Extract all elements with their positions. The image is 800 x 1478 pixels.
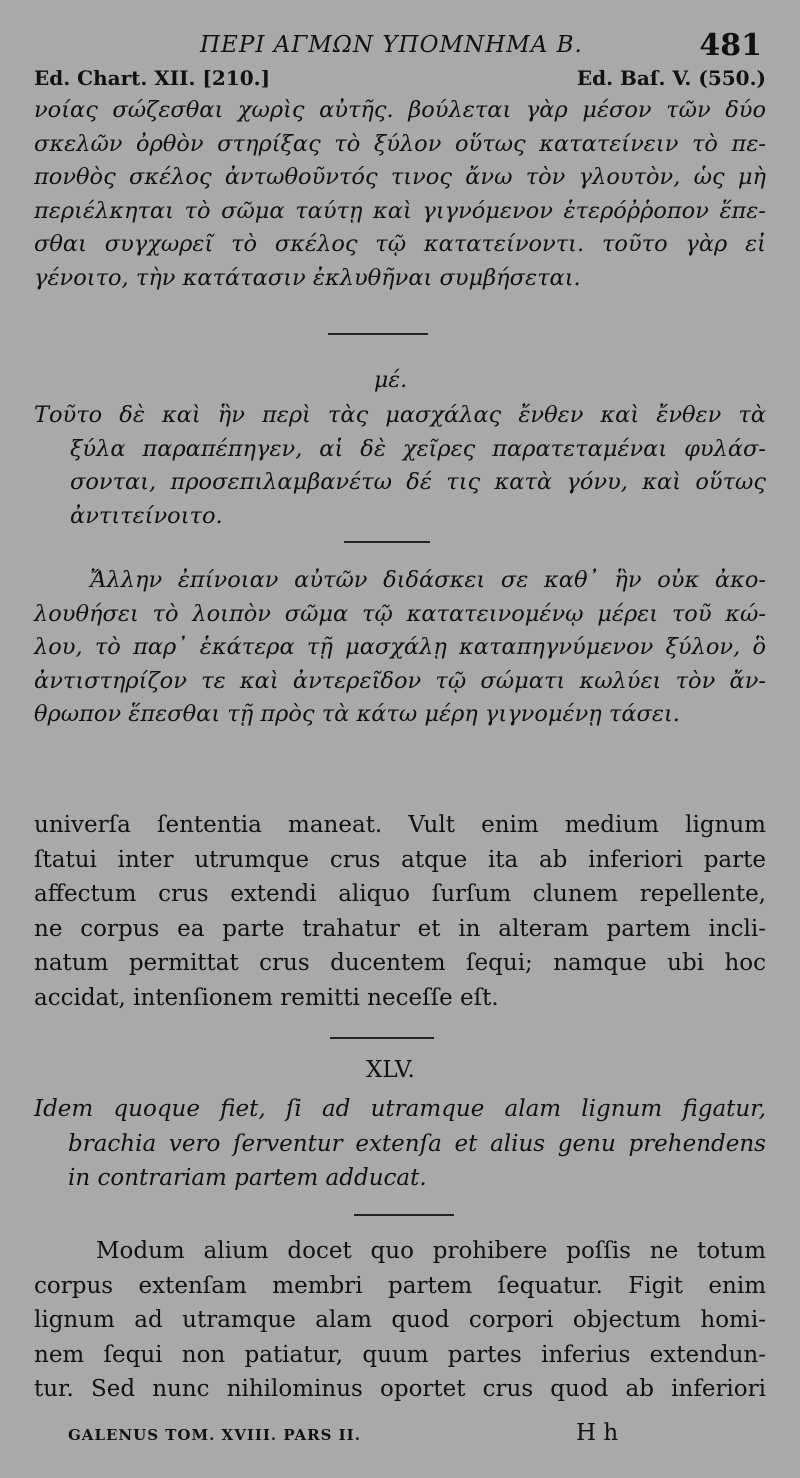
text-line: nem ſequi non patiatur, quum partes inferius extendun- <box>34 1341 766 1368</box>
edition-reference-line <box>34 66 766 92</box>
text-line: corpus extenſam membri partem ſequatur. Figit enim <box>34 1272 766 1299</box>
text-line: in contrariam partem adducat. <box>68 1165 427 1191</box>
greek-section-number: μέ. <box>374 368 408 393</box>
text-line: σκελῶν ὀρθὸν στηρίξας τὸ ξύλον οὕτως κατατείνειν τὸ πε- <box>34 130 766 157</box>
text-line: Ἄλλην ἐπίνοιαν αὐτῶν διδάσκει σε καθ᾽ ἣν οὐκ ἀκο- <box>90 567 766 593</box>
text-line: ἀντιτείνοιτο. <box>70 502 223 529</box>
text-line: affectum crus extendi aliquo ſurſum clunem repellente, <box>34 881 766 907</box>
edition-reference-chart: Ed. Chart. XII. [210.] <box>34 66 271 90</box>
text-line: περιέλκηται τὸ σῶμα ταύτῃ καὶ γιγνόμενον ἑτερόῤῥοπον ἕπε- <box>34 197 766 224</box>
latin-section-number: XLV. <box>366 1057 415 1083</box>
section-divider <box>328 333 428 335</box>
text-line: γένοιτο, τὴν κατάτασιν ἐκλυθῆναι συμβήσεται. <box>34 264 581 291</box>
text-line: θρωπον ἕπεσθαι τῇ πρὸς τὰ κάτω μέρη γιγνομένῃ τάσει. <box>34 701 680 727</box>
text-line: tur. Sed nunc nihilominus oportet crus quod ab inferiori <box>34 1376 766 1402</box>
greek-paragraph-3 <box>34 564 766 732</box>
page-number: 481 <box>699 28 762 63</box>
edition-reference-basel: Ed. Baſ. V. (550.) <box>576 66 766 90</box>
text-line: λου, τὸ παρ᾽ ἑκάτερα τῇ μασχάλῃ καταπηγνύμενον ξύλον, ὃ <box>34 634 766 660</box>
text-line: accidat, intenſionem remitti neceſſe eſt. <box>34 984 499 1011</box>
section-divider <box>344 541 430 543</box>
sheet-mark: H h <box>576 1420 619 1446</box>
text-line: natum permittat crus ducentem ſequi; namque ubi hoc <box>34 950 766 976</box>
section-divider <box>354 1214 454 1216</box>
text-line: Idem quoque fiet, ſi ad utramque alam lignum figatur, <box>34 1096 766 1122</box>
text-line: σθαι συγχωρεῖ τὸ σκέλος τῷ κατατείνοντι. τοῦτο γὰρ εἰ <box>34 231 766 257</box>
printer-signature: GALENUS TOM. XVIII. PARS II. <box>68 1426 361 1444</box>
text-line: univerſa ſententia maneat. Vult enim medium lignum <box>34 812 766 838</box>
section-divider <box>330 1037 434 1039</box>
text-line: σονται, προσεπιλαμβανέτω δέ τις κατὰ γόνυ, καὶ οὕτως <box>70 469 766 495</box>
text-line: πονθὸς σκέλος ἀντωθοῦντός τινος ἄνω τὸν γλουτὸν, ὡς μὴ <box>34 164 766 190</box>
latin-paragraph-2 <box>34 1092 766 1196</box>
running-head <box>0 28 800 68</box>
greek-paragraph-1 <box>34 94 766 295</box>
text-line: Τοῦτο δὲ καὶ ἣν περὶ τὰς μασχάλας ἔνθεν καὶ ἔνθεν τὰ <box>34 402 766 428</box>
latin-paragraph-3 <box>34 1234 766 1407</box>
text-line: ξύλα παραπέπηγεν, αἱ δὲ χεῖρες παρατεταμέναι φυλάσ- <box>70 435 766 462</box>
text-line: Modum alium docet quo prohibere poſſis ne totum <box>96 1238 766 1264</box>
greek-paragraph-2 <box>34 399 766 533</box>
running-title: ΠΕΡΙ ΑΓΜΩΝ ΥΠΟΜΝΗΜΑ Β. <box>200 32 583 58</box>
text-line: ne corpus ea parte trahatur et in alteram partem incli- <box>34 915 766 942</box>
text-line: λουθήσει τὸ λοιπὸν σῶμα τῷ κατατεινομένῳ μέρει τοῦ κώ- <box>34 600 766 627</box>
text-line: brachia vero ſerventur extenſa et alius genu prehendens <box>68 1130 766 1157</box>
latin-paragraph-1 <box>34 808 766 1015</box>
text-line: νοίας σώζεσθαι χωρὶς αὐτῆς. βούλεται γὰρ μέσον τῶν δύο <box>34 97 766 123</box>
text-line: ἀντιστηρίζον τε καὶ ἀντερεῖδον τῷ σώματι κωλύει τὸν ἄν- <box>34 667 766 694</box>
page-footer <box>68 1420 768 1450</box>
text-line: ſtatui inter utrumque crus atque ita ab inferiori parte <box>34 846 766 873</box>
text-line: lignum ad utramque alam quod corpori objectum homi- <box>34 1307 766 1333</box>
